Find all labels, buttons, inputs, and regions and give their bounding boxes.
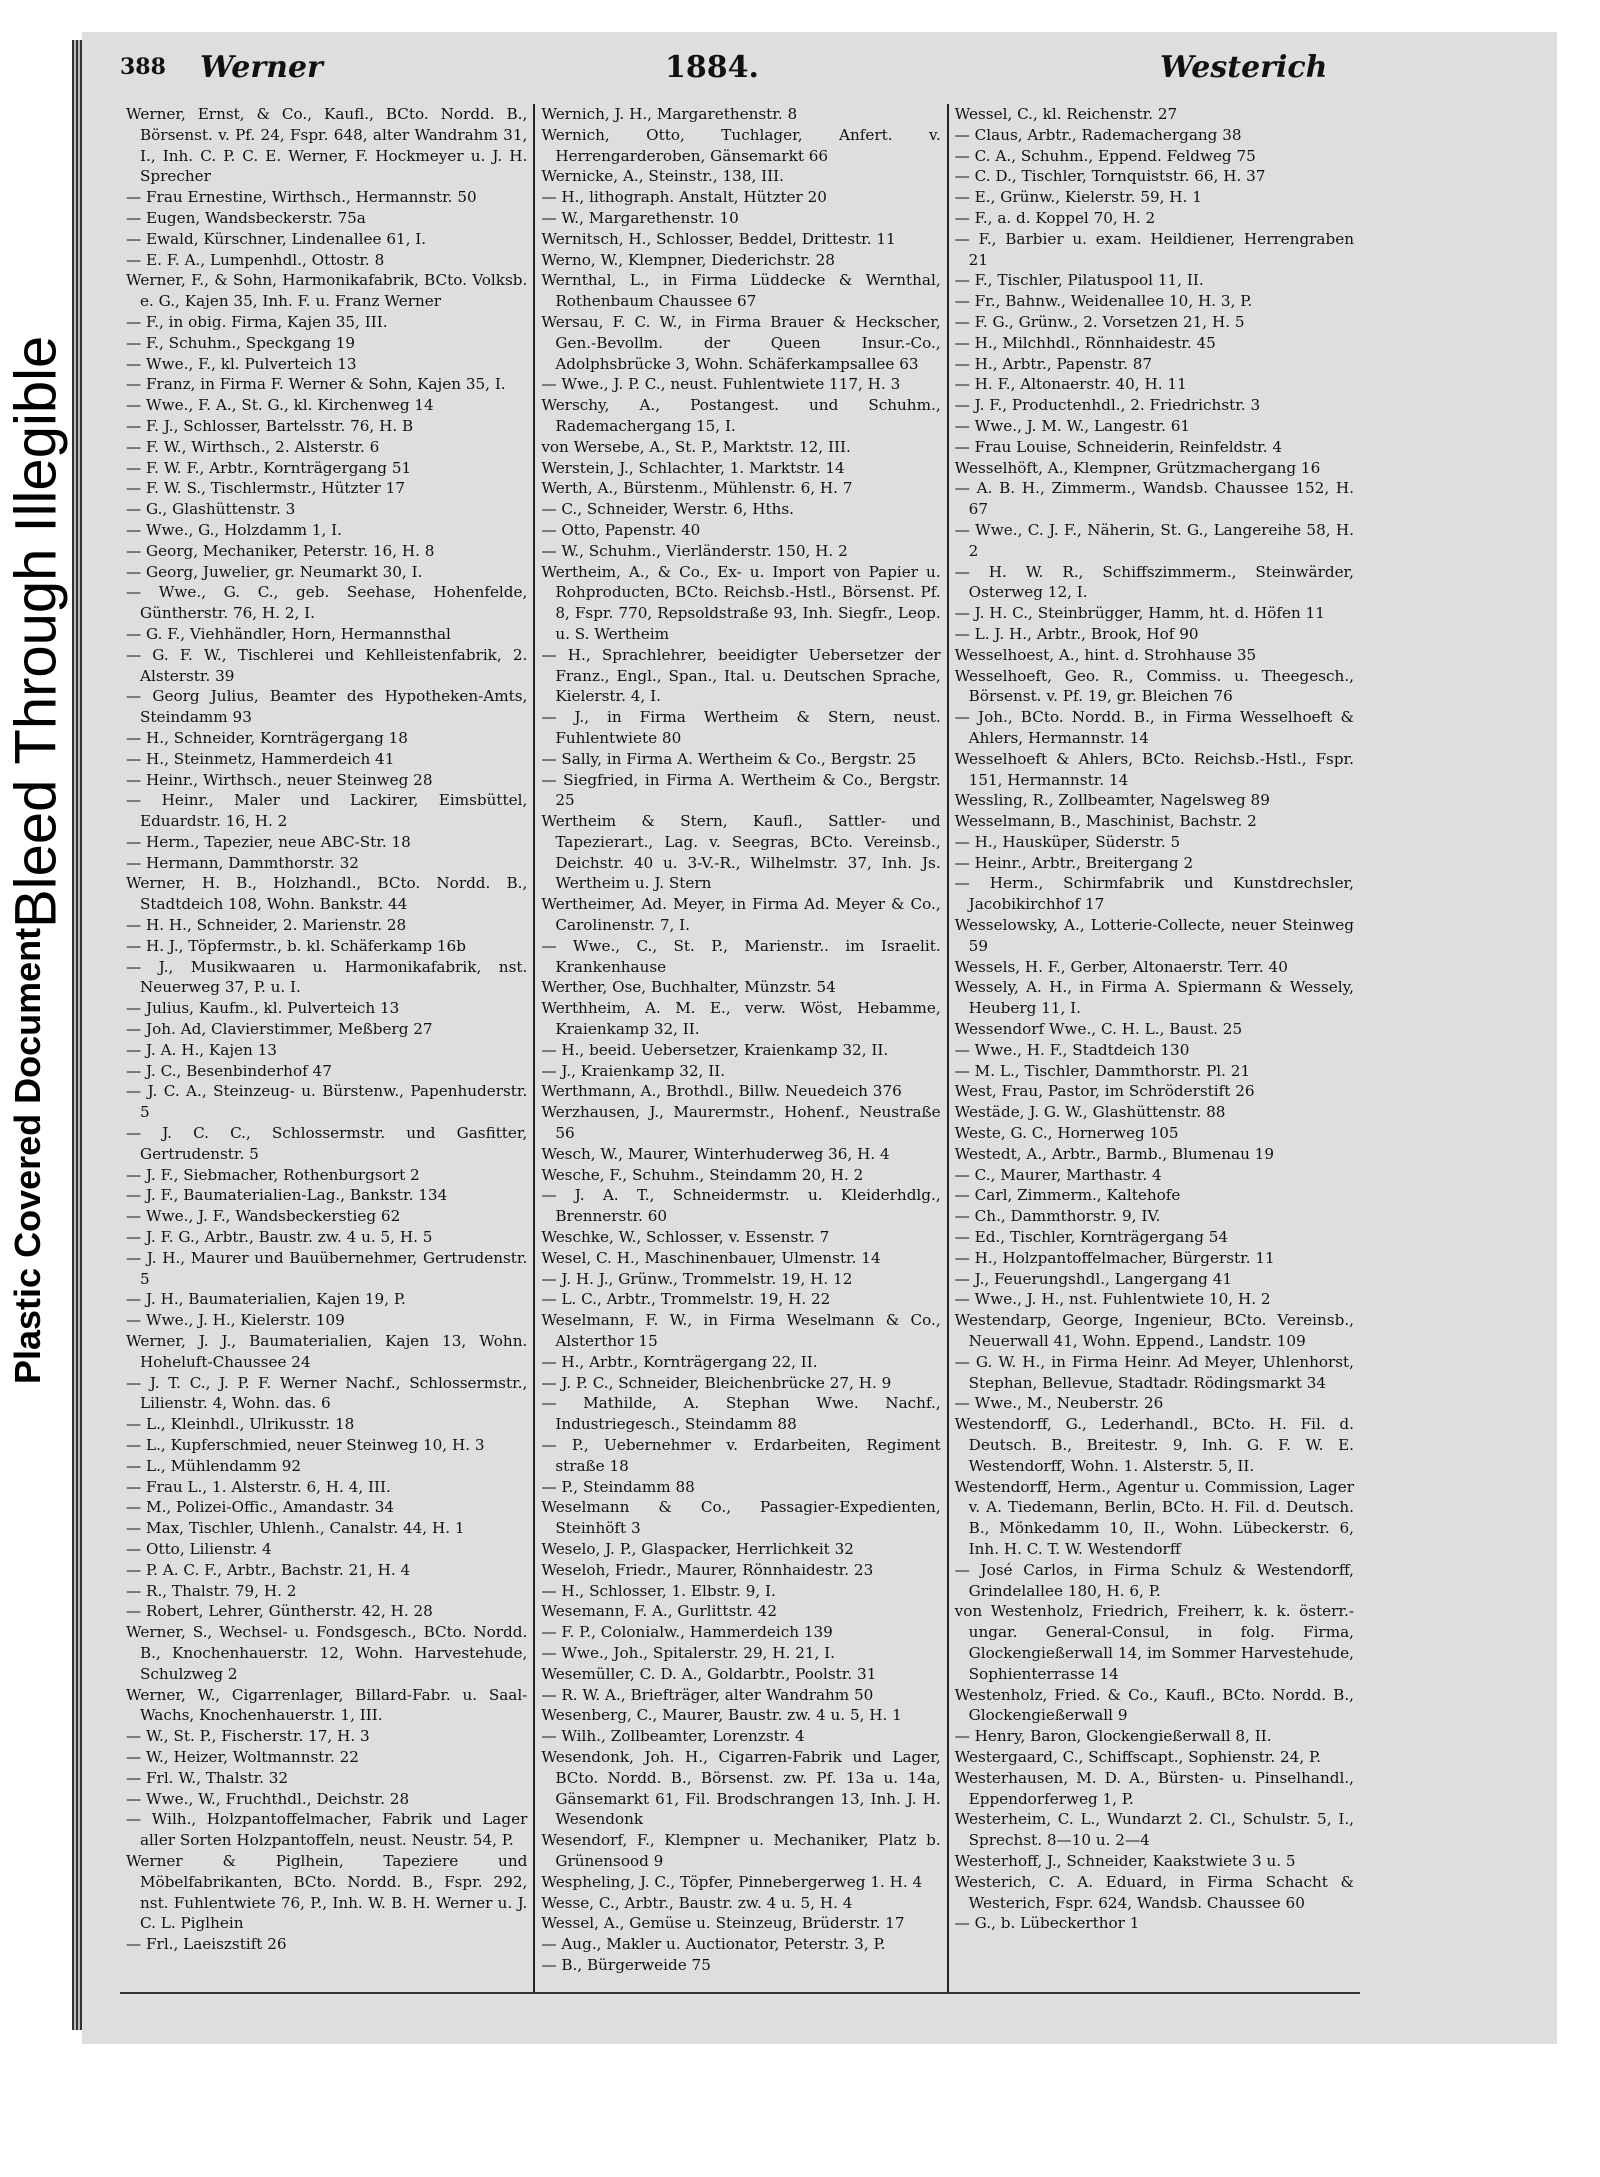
directory-entry: Wesemann, F. A., Gurlittstr. 42 <box>541 1602 777 1621</box>
directory-entry: — H., Arbtr., Kornträgergang 22, II. <box>541 1352 818 1371</box>
directory-entry: — Wwe., Joh., Spitalerstr. 29, H. 21, I. <box>541 1643 835 1662</box>
directory-entry: — Wwe., J. P. C., neust. Fuhlentwiete 117, H. 3 <box>541 375 901 394</box>
directory-entry: von Wersebe, A., St. P., Marktstr. 12, III. <box>541 437 851 456</box>
directory-entry: — Wwe., G. C., geb. Seehase, Hohenfelde, Güntherstr. 76, H. 2, I. <box>126 583 528 623</box>
directory-entry: West, Frau, Pastor, im Schröderstift 26 <box>954 1082 1255 1101</box>
directory-entry: — Wilh., Holzpantoffelmacher, Fabrik und Lager aller Sorten Holzpantoffeln, neust. Neustr. 54, P. <box>126 1810 528 1850</box>
directory-entry: — Frau Louise, Schneiderin, Reinfeldstr. 4 <box>954 437 1283 456</box>
directory-entry: — J. P. C., Schneider, Bleichenbrücke 27, H. 9 <box>541 1373 892 1392</box>
directory-entry: — G. W. H., in Firma Heinr. Ad Meyer, Uhlenhorst, Stephan, Bellevue, Stadtadr. Rödingsmarkt 34 <box>954 1352 1354 1392</box>
directory-entry: Wersau, F. C. W., in Firma Brauer & Heckscher, Gen.-Bevollm. der Queen Insur.-Co., Adolphsbrücke 3, Wohn. Schäferkampsallee 63 <box>541 312 941 373</box>
directory-entry: — G., Glashüttenstr. 3 <box>126 500 296 519</box>
directory-entry: — Ewald, Kürschner, Lindenallee 61, I. <box>126 229 427 248</box>
directory-entry: Wessel, A., Gemüse u. Steinzeug, Brüderstr. 17 <box>541 1914 905 1933</box>
directory-entry: Wernicke, A., Steinstr., 138, III. <box>541 167 784 186</box>
directory-entry: — Wwe., G., Holzdamm 1, I. <box>126 520 342 539</box>
directory-entry: Werner, F., & Sohn, Harmonikafabrik, BCto. Volksb. e. G., Kajen 35, Inh. F. u. Franz Werner <box>126 271 528 311</box>
directory-entry: — C., Schneider, Werstr. 6, Hths. <box>541 500 795 519</box>
bottom-rule <box>120 1992 1360 1994</box>
directory-entry: Wessel, C., kl. Reichenstr. 27 <box>954 105 1178 123</box>
directory-entry: — Wwe., J. F., Wandsbeckerstieg 62 <box>126 1207 401 1226</box>
directory-entry: — H., Arbtr., Papenstr. 87 <box>954 354 1153 373</box>
directory-entry: — Herm., Tapezier, neue ABC-Str. 18 <box>126 832 411 851</box>
directory-entry: Westergaard, C., Schiffscapt., Sophienstr. 24, P. <box>954 1747 1321 1766</box>
directory-entry: Werthheim, A. M. E., verw. Wöst, Hebamme, Kraienkamp 32, II. <box>541 999 941 1039</box>
directory-entry: — Julius, Kaufm., kl. Pulverteich 13 <box>126 999 400 1018</box>
header-left-word: Werner <box>200 50 323 85</box>
directory-entry: Wessely, A. H., in Firma A. Spiermann & Wessely, Heuberg 11, I. <box>954 978 1354 1018</box>
directory-entry: Wesendorf, F., Klempner u. Mechaniker, Platz b. Grünensood 9 <box>541 1831 941 1870</box>
directory-entry: — F., in obig. Firma, Kajen 35, III. <box>126 312 388 331</box>
directory-entry: — Fr., Bahnw., Weidenallee 10, H. 3, P. <box>954 292 1253 311</box>
directory-entry: Westerhoff, J., Schneider, Kaakstwiete 3 u. 5 <box>954 1851 1296 1870</box>
directory-entry: — H. H., Schneider, 2. Marienstr. 28 <box>126 916 407 935</box>
directory-entry: — F., Schuhm., Speckgang 19 <box>126 333 356 352</box>
directory-entry: — J. F., Baumaterialien-Lag., Bankstr. 134 <box>126 1186 448 1205</box>
directory-entry: — H. W. R., Schiffszimmerm., Steinwärder, Osterweg 12, I. <box>954 562 1354 602</box>
directory-entry: — Herm., Schirmfabrik und Kunstdrechsler, Jacobikirchhof 17 <box>954 874 1354 914</box>
directory-entry: — J. C., Besenbinderhof 47 <box>126 1061 332 1080</box>
directory-entry: — C. A., Schuhm., Eppend. Feldweg 75 <box>954 146 1256 165</box>
directory-entry: Westerheim, C. L., Wundarzt 2. Cl., Schulstr. 5, I., Sprechst. 8—10 u. 2—4 <box>954 1810 1354 1850</box>
directory-entry: — J. H. C., Steinbrügger, Hamm, ht. d. Höfen 11 <box>954 604 1325 623</box>
directory-entry: — José Carlos, in Firma Schulz & Westendorff, Grindelallee 180, H. 6, P. <box>954 1560 1354 1600</box>
directory-entry: Wernthal, L., in Firma Lüddecke & Wernthal, Rothenbaum Chaussee 67 <box>541 271 941 311</box>
directory-entry: — W., Schuhm., Vierländerstr. 150, H. 2 <box>541 541 848 560</box>
directory-entry: — B., Bürgerweide 75 <box>541 1955 711 1974</box>
directory-entry: Wesselhoeft, Geo. R., Commiss. u. Theegesch., Börsenst. v. Pf. 19, gr. Bleichen 76 <box>954 666 1354 706</box>
directory-entry: Werner, J. J., Baumaterialien, Kajen 13, Wohn. Hoheluft-Chaussee 24 <box>126 1332 528 1371</box>
directory-entry: — G. F., Viehhändler, Horn, Hermannsthal <box>126 624 451 643</box>
directory-entry: Werschy, A., Postangest. und Schuhm., Rademachergang 15, I. <box>541 396 941 435</box>
directory-entry: Wessels, H. F., Gerber, Altonaerstr. Terr. 40 <box>954 957 1288 976</box>
directory-entry: Werth, A., Bürstenm., Mühlenstr. 6, H. 7 <box>541 479 853 498</box>
directory-entry: von Westenholz, Friedrich, Freiherr, k. k. österr.-ungar. General-Consul, in folg. Firma, Glockengießerwall 14, im Sommer Harvestehude, Sophienterrasse 14 <box>954 1602 1354 1683</box>
directory-entry: Westerich, C. A. Eduard, in Firma Schacht & Westerich, Fspr. 624, Wandsb. Chaussee 60 <box>954 1872 1354 1912</box>
directory-entry: — R. W. A., Briefträger, alter Wandrahm 50 <box>541 1685 874 1704</box>
directory-entry: — L., Kleinhdl., Ulrikusstr. 18 <box>126 1415 355 1434</box>
directory-entry: — Georg, Juwelier, gr. Neumarkt 30, I. <box>126 562 423 581</box>
directory-entry: — E. F. A., Lumpenhdl., Ottostr. 8 <box>126 250 385 269</box>
directory-entry: — J., Musikwaaren u. Harmonikafabrik, nst. Neuerweg 37, P. u. I. <box>126 957 528 997</box>
directory-entry: — J. H., Maurer und Bauübernehmer, Gertrudenstr. 5 <box>126 1248 528 1288</box>
directory-entry: — J. F., Siebmacher, Rothenburgsort 2 <box>126 1165 420 1184</box>
directory-entry: Westäde, J. G. W., Glashüttenstr. 88 <box>954 1103 1226 1122</box>
directory-entry: Westendarp, George, Ingenieur, BCto. Vereinsb., Neuerwall 41, Wohn. Eppend., Landstr. 109 <box>954 1311 1354 1351</box>
directory-entry: Wertheim, A., & Co., Ex- u. Import von Papier u. Rohproducten, BCto. Reichsb.-Hstl., Börsenst. Pf. 8, Fspr. 770, Repsoldstraße 93, Inh. Siegfr., Leop. u. S. Wertheim <box>541 562 941 643</box>
directory-entry: — J. A. T., Schneidermstr. u. Kleiderhdlg., Brennerstr. 60 <box>541 1186 941 1226</box>
directory-entry: — Wwe., H. F., Stadtdeich 130 <box>954 1040 1190 1059</box>
directory-entry: — Frau L., 1. Alsterstr. 6, H. 4, III. <box>126 1477 391 1496</box>
directory-entry: — J. H. J., Grünw., Trommelstr. 19, H. 12 <box>541 1269 853 1288</box>
directory-entry: — Wwe., F., kl. Pulverteich 13 <box>126 354 357 373</box>
directory-entry: — M., Polizei-Offic., Amandastr. 34 <box>126 1498 395 1517</box>
directory-entry: — Wwe., W., Fruchthdl., Deichstr. 28 <box>126 1789 410 1808</box>
directory-entry: — J. A. H., Kajen 13 <box>126 1040 277 1059</box>
directory-entry: — Wwe., C., St. P., Marienstr.. im Israelit. Krankenhause <box>541 936 941 976</box>
directory-entry: Westendorff, Herm., Agentur u. Commission, Lager v. A. Tiedemann, Berlin, BCto. H. Fil. d. Deutsch. B., Mönkedamm 10, II., Wohn. Lübeckerstr. 6, Inh. H. C. T. W. Westendorff <box>954 1477 1354 1558</box>
directory-entry: — W., Margarethenstr. 10 <box>541 208 739 227</box>
directory-entry: — H., Holzpantoffelmacher, Bürgerstr. 11 <box>954 1248 1275 1267</box>
directory-entry: Wesselowsky, A., Lotterie-Collecte, neuer Steinweg 59 <box>954 916 1354 955</box>
directory-entry: — C. D., Tischler, Tornquiststr. 66, H. 37 <box>954 167 1266 186</box>
directory-entry: — H., beeid. Uebersetzer, Kraienkamp 32, II. <box>541 1040 889 1059</box>
directory-entry: — Wwe., J. M. W., Langestr. 61 <box>954 416 1191 435</box>
directory-entry: — Wwe., F. A., St. G., kl. Kirchenweg 14 <box>126 396 434 415</box>
directory-entry: — Aug., Makler u. Auctionator, Peterstr. 3, P. <box>541 1935 886 1954</box>
directory-entry: Wesenberg, C., Maurer, Baustr. zw. 4 u. 5, H. 1 <box>541 1706 902 1725</box>
directory-entry: Wesse, C., Arbtr., Baustr. zw. 4 u. 5, H. 4 <box>541 1893 853 1912</box>
directory-entry: Westedt, A., Arbtr., Barmb., Blumenau 19 <box>954 1144 1274 1163</box>
directory-entry: — A. B. H., Zimmerm., Wandsb. Chaussee 152, H. 67 <box>954 479 1354 519</box>
directory-entry: — H., Schneider, Kornträgergang 18 <box>126 728 408 747</box>
directory-entry: Wesselhoeft & Ahlers, BCto. Reichsb.-Hstl., Fspr. 151, Hermannstr. 14 <box>954 749 1354 789</box>
directory-entry: Weselmann & Co., Passagier-Expedienten, Steinhöft 3 <box>541 1498 941 1538</box>
directory-entry: — Hermann, Dammthorstr. 32 <box>126 853 359 872</box>
directory-entry: — F., Tischler, Pilatuspool 11, II. <box>954 271 1204 290</box>
directory-entry: Wesselhöft, A., Klempner, Grützmachergang 16 <box>954 458 1321 477</box>
directory-entry: — Otto, Papenstr. 40 <box>541 520 701 539</box>
directory-entry: — Wilh., Zollbeamter, Lorenzstr. 4 <box>541 1727 805 1746</box>
directory-entry: Werno, W., Klempner, Diederichstr. 28 <box>541 250 835 269</box>
directory-entry: — F. J., Schlosser, Bartelsstr. 76, H. B <box>126 416 414 435</box>
directory-entry: — Sally, in Firma A. Wertheim & Co., Bergstr. 25 <box>541 749 917 768</box>
directory-entry: — J. H., Baumaterialien, Kajen 19, P. <box>126 1290 406 1309</box>
header-right-word: Westerich <box>1160 50 1328 85</box>
directory-entry: Wessendorf Wwe., C. H. L., Baust. 25 <box>954 1020 1243 1039</box>
directory-entry: — Robert, Lehrer, Güntherstr. 42, H. 28 <box>126 1602 433 1621</box>
directory-entry: — G., b. Lübeckerthor 1 <box>954 1914 1140 1933</box>
directory-entry: — J. F., Productenhdl., 2. Friedrichstr. 3 <box>954 396 1261 415</box>
directory-entry: — L. C., Arbtr., Trommelstr. 19, H. 22 <box>541 1290 831 1309</box>
directory-entry: — Ch., Dammthorstr. 9, IV. <box>954 1207 1161 1226</box>
directory-entry: — Otto, Lilienstr. 4 <box>126 1539 272 1558</box>
directory-entry: Weselmann, F. W., in Firma Weselmann & Co., Alsterthor 15 <box>541 1311 941 1351</box>
directory-entry: — H., Sprachlehrer, beeidigter Uebersetzer der Franz., Engl., Span., Ital. u. Deutschen Sprache, Kielerstr. 4, I. <box>541 645 941 706</box>
directory-entry: — J. C. C., Schlossermstr. und Gasfitter, Gertrudenstr. 5 <box>126 1124 528 1163</box>
directory-entry: Weseloh, Friedr., Maurer, Rönnhaidestr. 23 <box>541 1560 874 1579</box>
directory-entry: — Siegfried, in Firma A. Wertheim & Co., Bergstr. 25 <box>541 770 941 810</box>
directory-entry: — J., Feuerungshdl., Langergang 41 <box>954 1269 1233 1288</box>
directory-entry: Werzhausen, J., Maurermstr., Hohenf., Neustraße 56 <box>541 1103 941 1143</box>
directory-entry: Westenholz, Fried. & Co., Kaufl., BCto. Nordd. B., Glockengießerwall 9 <box>954 1685 1354 1725</box>
directory-entry: — Joh. Ad, Clavierstimmer, Meßberg 27 <box>126 1020 433 1039</box>
directory-entry: Weselo, J. P., Glaspacker, Herrlichkeit 32 <box>541 1539 854 1558</box>
directory-entry: Werstein, J., Schlachter, 1. Marktstr. 14 <box>541 458 845 477</box>
directory-entry: — Frl. W., Thalstr. 32 <box>126 1768 289 1787</box>
directory-entry: — Wwe., C. J. F., Näherin, St. G., Langereihe 58, H. 2 <box>954 520 1354 560</box>
directory-entry: Werthmann, A., Brothdl., Billw. Neuedeich 376 <box>541 1082 902 1101</box>
directory-entry: Wernich, J. H., Margarethenstr. 8 <box>541 105 798 123</box>
directory-entry: Werner, Ernst, & Co., Kaufl., BCto. Nordd. B., Börsenst. v. Pf. 24, Fspr. 648, alter Wandrahm 31, I., Inh. C. P. C. E. Werner, F. Hockmeyer u. J. H. Sprecher <box>126 105 528 186</box>
directory-entry: — H., Milchhdl., Rönnhaidestr. 45 <box>954 333 1216 352</box>
directory-entry: — M. L., Tischler, Dammthorstr. Pl. 21 <box>954 1061 1251 1080</box>
directory-entry: Werner, W., Cigarrenlager, Billard-Fabr. u. Saal-Wachs, Knochenhauerstr. 1, III. <box>126 1685 528 1725</box>
directory-entry: — P., Uebernehmer v. Erdarbeiten, Regiment straße 18 <box>541 1436 941 1475</box>
directory-entry: — F., a. d. Koppel 70, H. 2 <box>954 208 1156 227</box>
directory-entry: — J. T. C., J. P. F. Werner Nachf., Schlossermstr., Lilienstr. 4, Wohn. das. 6 <box>126 1373 528 1413</box>
directory-entry: — Frl., Laeiszstift 26 <box>126 1935 287 1954</box>
directory-entry: — H., lithograph. Anstalt, Hützter 20 <box>541 188 827 207</box>
directory-entry: — Georg, Mechaniker, Peterstr. 16, H. 8 <box>126 541 435 560</box>
directory-entry: Werner, H. B., Holzhandl., BCto. Nordd. B., Stadtdeich 108, Wohn. Bankstr. 44 <box>126 874 528 914</box>
directory-entry: — Wwe., J. H., Kielerstr. 109 <box>126 1311 345 1330</box>
directory-entry: — Heinr., Arbtr., Breitergang 2 <box>954 853 1194 872</box>
directory-entry: Werther, Ose, Buchhalter, Münzstr. 54 <box>541 978 836 997</box>
directory-entry: Wertheimer, Ad. Meyer, in Firma Ad. Meyer & Co., Carolinenstr. 7, I. <box>541 895 941 935</box>
directory-entry: — Ed., Tischler, Kornträgergang 54 <box>954 1228 1229 1247</box>
directory-entry: — J., in Firma Wertheim & Stern, neust. Fuhlentwiete 80 <box>541 708 941 747</box>
directory-entry: — Franz, in Firma F. Werner & Sohn, Kajen 35, I. <box>126 375 506 394</box>
directory-entry: — W., Heizer, Woltmannstr. 22 <box>126 1747 359 1766</box>
directory-entry: — H., Schlosser, 1. Elbstr. 9, I. <box>541 1581 776 1600</box>
header-year: 1884. <box>665 50 759 85</box>
directory-entry: Wesendonk, Joh. H., Cigarren-Fabrik und Lager, BCto. Nordd. B., Börsenst. zw. Pf. 13a u. 14a, Gänsemarkt 61, Fil. Brodschrangen 13, Inh. J. H. Wesendonk <box>541 1747 941 1829</box>
directory-entry: — Henry, Baron, Glockengießerwall 8, II. <box>954 1727 1272 1746</box>
directory-entry: — J., Kraienkamp 32, II. <box>541 1061 726 1080</box>
directory-entry: Wesch, W., Maurer, Winterhuderweg 36, H. 4 <box>541 1144 890 1163</box>
directory-entry: Wessling, R., Zollbeamter, Nagelsweg 89 <box>954 791 1270 810</box>
directory-entry: — F. W., Wirthsch., 2. Alsterstr. 6 <box>126 437 380 456</box>
directory-entry: Wesel, C. H., Maschinenbauer, Ulmenstr. 14 <box>541 1248 881 1267</box>
directory-entry: — C., Maurer, Marthastr. 4 <box>954 1165 1162 1184</box>
directory-entry: — F. P., Colonialw., Hammerdeich 139 <box>541 1623 833 1642</box>
directory-entry: — P., Steindamm 88 <box>541 1477 695 1496</box>
directory-entry: — F., Barbier u. exam. Heildiener, Herrengraben 21 <box>954 229 1354 269</box>
directory-entry: — Carl, Zimmerm., Kaltehofe <box>954 1186 1181 1205</box>
column-1 <box>120 104 533 1994</box>
directory-entry: — P. A. C. F., Arbtr., Bachstr. 21, H. 4 <box>126 1560 411 1579</box>
column-2 <box>533 104 946 1994</box>
directory-entry: — Heinr., Wirthsch., neuer Steinweg 28 <box>126 770 433 789</box>
directory-entry: — Wwe., J. H., nst. Fuhlentwiete 10, H. 2 <box>954 1290 1271 1309</box>
directory-entry: — Frau Ernestine, Wirthsch., Hermannstr. 50 <box>126 188 477 207</box>
directory-entry: — Eugen, Wandsbeckerstr. 75a <box>126 208 366 227</box>
column-3 <box>947 104 1360 1994</box>
directory-entry: Wespheling, J. C., Töpfer, Pinnebergerweg 1. H. 4 <box>541 1872 923 1891</box>
directory-entry: — F. W. S., Tischlermstr., Hützter 17 <box>126 479 405 498</box>
directory-entry: — G. F. W., Tischlerei und Kehlleistenfabrik, 2. Alsterstr. 39 <box>126 645 528 685</box>
directory-entry: — L., Kupferschmied, neuer Steinweg 10, H. 3 <box>126 1436 485 1454</box>
directory-entry: — Heinr., Maler und Lackirer, Eimsbüttel, Eduardstr. 16, H. 2 <box>126 791 528 831</box>
directory-entry: — W., St. P., Fischerstr. 17, H. 3 <box>126 1727 370 1746</box>
directory-entry: Wesemüller, C. D. A., Goldarbtr., Poolstr. 31 <box>541 1664 877 1683</box>
directory-entry: — E., Grünw., Kielerstr. 59, H. 1 <box>954 188 1202 207</box>
directory-entry: — Mathilde, A. Stephan Wwe. Nachf., Industriegesch., Steindamm 88 <box>541 1394 941 1434</box>
directory-entry: — J. F. G., Arbtr., Baustr. zw. 4 u. 5, H. 5 <box>126 1228 433 1247</box>
directory-entry: — J. C. A., Steinzeug- u. Bürstenw., Papenhuderstr. 5 <box>126 1082 528 1122</box>
directory-columns <box>120 104 1360 1994</box>
directory-entry: Wernich, Otto, Tuchlager, Anfert. v. Herrengarderoben, Gänsemarkt 66 <box>541 125 941 165</box>
page-header <box>120 40 1360 104</box>
directory-entry: — Max, Tischler, Uhlenh., Canalstr. 44, H. 1 <box>126 1519 465 1538</box>
directory-entry: — H. J., Töpfermstr., b. kl. Schäferkamp 16b <box>126 936 466 955</box>
directory-entry: — Georg Julius, Beamter des Hypotheken-Amts, Steindamm 93 <box>126 687 528 727</box>
directory-entry: Weschke, W., Schlosser, v. Essenstr. 7 <box>541 1228 830 1247</box>
directory-entry: Werner & Piglhein, Tapeziere und Möbelfabrikanten, BCto. Nordd. B., Fspr. 292, nst. Fuhlentwiete 76, P., Inh. W. B. H. Werner u. J. C. L. Piglhein <box>126 1851 528 1933</box>
annotation-line-plastic: Plastic Covered Document <box>7 928 48 1385</box>
directory-entry: Westendorff, G., Lederhandl., BCto. H. Fil. d. Deutsch. B., Breitestr. 9, Inh. G. F. W. E. Westendorff, Wohn. 1. Alsterstr. 5, II. <box>954 1415 1354 1475</box>
scan-annotation <box>3 0 69 1720</box>
directory-entry: Wernitsch, H., Schlosser, Beddel, Drittestr. 11 <box>541 229 896 248</box>
page-number: 388 <box>120 54 166 80</box>
directory-entry: Wertheim & Stern, Kaufl., Sattler- und Tapezierart., Lag. v. Seegras, BCto. Vereinsb., Deichstr. 40 u. 3-V.-R., Wilhelmstr. 37, Inh. Js. Wertheim u. J. Stern <box>541 812 941 893</box>
directory-entry: — H., Steinmetz, Hammerdeich 41 <box>126 749 395 768</box>
annotation-line-bleed: Bleed Through Illegible <box>3 335 69 929</box>
directory-entry: — Claus, Arbtr., Rademachergang 38 <box>954 125 1242 144</box>
directory-entry: — L. J. H., Arbtr., Brook, Hof 90 <box>954 624 1199 643</box>
directory-entry: Wesselmann, B., Maschinist, Bachstr. 2 <box>954 812 1257 831</box>
directory-entry: — H. F., Altonaerstr. 40, H. 11 <box>954 375 1187 394</box>
directory-entry: Wesche, F., Schuhm., Steindamm 20, H. 2 <box>541 1165 864 1184</box>
directory-entry: Weste, G. C., Hornerweg 105 <box>954 1124 1179 1143</box>
directory-entry: — H., Hausküper, Süderstr. 5 <box>954 832 1181 851</box>
directory-entry: — Wwe., M., Neuberstr. 26 <box>954 1394 1164 1413</box>
directory-entry: — R., Thalstr. 79, H. 2 <box>126 1581 297 1600</box>
directory-entry: Westerhausen, M. D. A., Bürsten- u. Pinselhandl., Eppendorferweg 1, P. <box>954 1768 1354 1808</box>
directory-entry: — L., Mühlendamm 92 <box>126 1456 302 1475</box>
directory-entry: — F. W. F., Arbtr., Kornträgergang 51 <box>126 458 412 477</box>
binding-edge <box>72 40 82 2030</box>
directory-entry: — F. G., Grünw., 2. Vorsetzen 21, H. 5 <box>954 312 1245 331</box>
directory-entry: Wesselhoest, A., hint. d. Strohhause 35 <box>954 645 1257 664</box>
directory-entry: — Joh., BCto. Nordd. B., in Firma Wesselhoeft & Ahlers, Hermannstr. 14 <box>954 708 1354 747</box>
directory-entry: Werner, S., Wechsel- u. Fondsgesch., BCto. Nordd. B., Knochenhauerstr. 12, Wohn. Harvestehude, Schulzweg 2 <box>126 1623 528 1683</box>
